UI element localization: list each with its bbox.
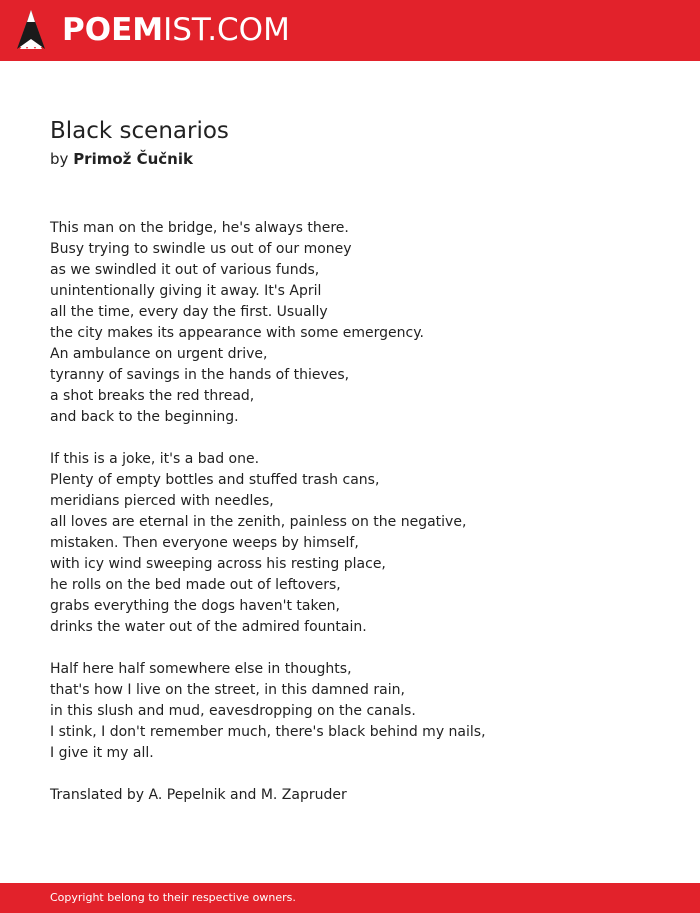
poem-line: I stink, I don't remember much, there's black behind my nails,: [50, 724, 486, 740]
poem-body: [50, 218, 670, 806]
poem-line: all the time, every day the first. Usually: [50, 304, 328, 320]
poem-line: meridians pierced with needles,: [50, 493, 274, 509]
poem-line: mistaken. Then everyone weeps by himself,: [50, 535, 359, 551]
poem-line: all loves are eternal in the zenith, painless on the negative,: [50, 514, 467, 530]
poem-line: drinks the water out of the admired fountain.: [50, 619, 367, 635]
poem-title: Black scenarios: [50, 118, 229, 144]
poem-line: unintentionally giving it away. It's April: [50, 283, 322, 299]
copyright-text: Copyright belong to their respective owners.: [50, 891, 296, 904]
poem-line: as we swindled it out of various funds,: [50, 262, 320, 278]
poem-line: I give it my all.: [50, 745, 154, 761]
poem-line: Translated by A. Pepelnik and M. Zapruder: [50, 787, 347, 803]
poem-line: Busy trying to swindle us out of our money: [50, 241, 352, 257]
pencil-tip-icon[interactable]: [16, 9, 46, 51]
poem-line: he rolls on the bed made out of leftovers,: [50, 577, 341, 593]
poem-line: This man on the bridge, he's always there.: [50, 220, 349, 236]
site-logo[interactable]: [62, 12, 290, 48]
poem-line: a shot breaks the red thread,: [50, 388, 255, 404]
poem-line: An ambulance on urgent drive,: [50, 346, 268, 362]
site-header: [0, 0, 700, 61]
poem-line: the city makes its appearance with some emergency.: [50, 325, 424, 341]
by-label: by: [50, 150, 69, 168]
poem-line: in this slush and mud, eavesdropping on the canals.: [50, 703, 416, 719]
logo-wordmark-bold: POEM: [62, 12, 164, 48]
author-name: Primož Čučnik: [73, 150, 193, 168]
poem-line: that's how I live on the street, in this damned rain,: [50, 682, 405, 698]
site-footer: [0, 883, 700, 913]
poem-line: Half here half somewhere else in thoughts,: [50, 661, 352, 677]
poem-line: with icy wind sweeping across his resting place,: [50, 556, 386, 572]
logo-wordmark-light: IST.COM: [163, 12, 290, 48]
stanza-break: [50, 638, 670, 659]
stanza-break: [50, 428, 670, 449]
byline: [50, 149, 193, 169]
poem-line: grabs everything the dogs haven't taken,: [50, 598, 341, 614]
stanza-break: [50, 764, 670, 785]
poem-line: tyranny of savings in the hands of thieves,: [50, 367, 350, 383]
poem-line: and back to the beginning.: [50, 409, 239, 425]
poem-line: If this is a joke, it's a bad one.: [50, 451, 260, 467]
poem-line: Plenty of empty bottles and stuffed trash cans,: [50, 472, 380, 488]
